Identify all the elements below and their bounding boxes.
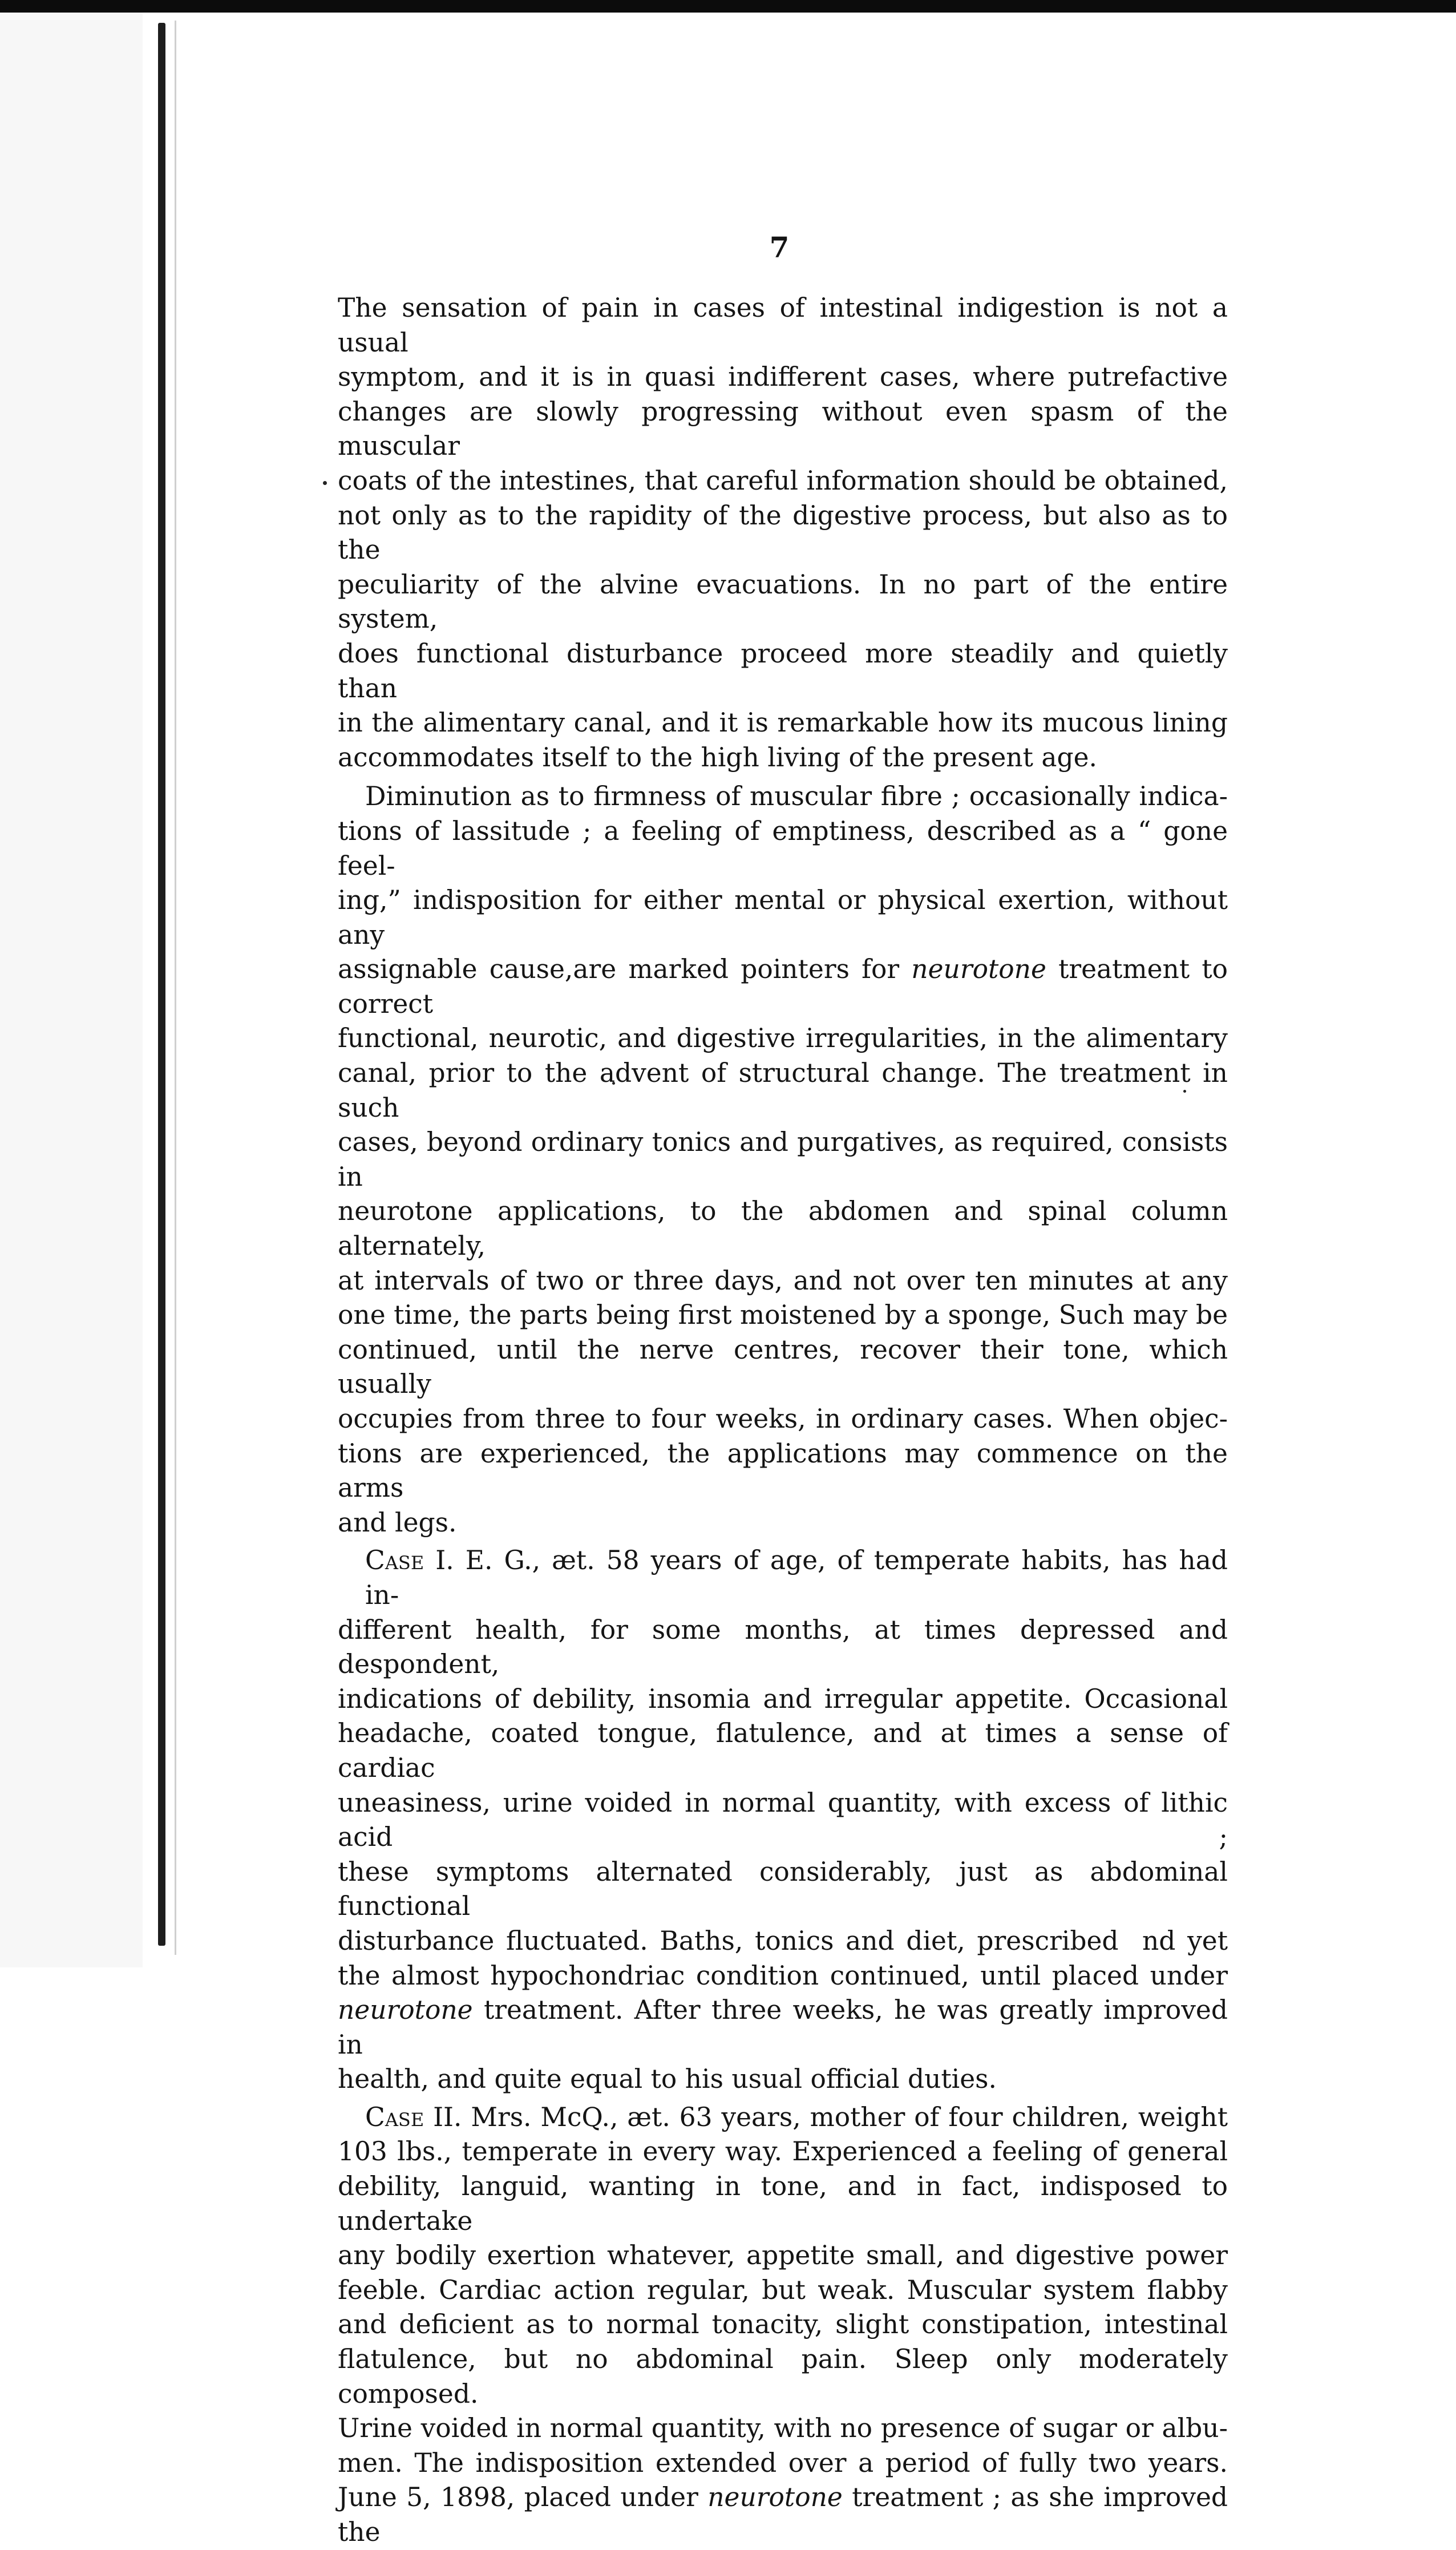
text-line — [338, 1543, 1228, 1613]
italic-term: neurotone — [911, 954, 1046, 985]
text-line: ing,” indisposition for either mental or physical exertion, without any — [338, 885, 1228, 950]
text-line: canal, prior to the advent of structural change. The treatment in such — [338, 1058, 1228, 1123]
text-segment: June 5, 1898, placed under — [338, 2482, 708, 2513]
text-line: feeble. Cardiac action regular, but weak. Muscular system flabby — [338, 2274, 1228, 2305]
italic-term: neurotone — [338, 1995, 473, 2026]
text-line — [338, 2480, 1228, 2549]
paragraph-case-1 — [338, 1543, 1228, 2097]
case-label: Case II. — [365, 2102, 462, 2132]
text-line: tions of lassitude ; a feeling of emptiness, described as a “ gone feel- — [338, 815, 1228, 881]
text-line: The sensation of pain in cases of intestinal indigestion is not a usual — [338, 293, 1228, 358]
text-line: uneasiness, urine voided in normal quantity, with excess of lithic acid ; — [338, 1787, 1228, 1853]
page-number: 7 — [769, 231, 790, 264]
paragraph-2 — [338, 779, 1228, 1540]
text-line: any bodily exertion whatever, appetite small, and digestive power — [338, 2240, 1228, 2271]
case-label: Case I. — [365, 1545, 454, 1576]
text-line: tions are experienced, the applications may commence on the arms — [338, 1438, 1228, 1504]
text-line: headache, coated tongue, flatulence, and at times a sense of cardiac — [338, 1718, 1228, 1783]
text-line: peculiarity of the alvine evacuations. In no part of the entire system, — [338, 569, 1228, 635]
text-line: and legs. — [338, 1507, 457, 1538]
text-line: health, and quite equal to his usual official duties. — [338, 2064, 997, 2095]
text-line — [338, 1993, 1228, 2062]
text-line: Diminution as to firmness of muscular fibre ; occasionally indica- — [365, 781, 1228, 812]
text-line — [338, 952, 1228, 1021]
text-segment: treatment. After three weeks, he was greatly improved in — [338, 1995, 1228, 2060]
text-line: symptom, and it is in quasi indifferent cases, where putrefactive — [338, 362, 1228, 393]
text-line: does functional disturbance proceed more steadily and quietly than — [338, 638, 1228, 704]
text-segment: treatment ; as she improved the — [338, 2482, 1228, 2547]
text-line: at intervals of two or three days, and not over ten minutes at any — [338, 1265, 1228, 1296]
page-edge — [175, 21, 176, 1955]
text-line: indications of debility, insomia and irregular appetite. Occasional — [338, 1683, 1228, 1714]
text-segment: E. G., æt. 58 years of age, of temperate habits, has had in- — [365, 1545, 1228, 1610]
text-line: disturbance fluctuated. Baths, tonics and diet, prescribed nd yet — [338, 1925, 1228, 1956]
margin-mark — [323, 481, 327, 485]
book-spine — [158, 23, 165, 1946]
text-line: not only as to the rapidity of the digestive process, but also as to the — [338, 500, 1228, 565]
text-line: men. The indisposition extended over a period of fully two years. — [338, 2447, 1228, 2478]
text-line: neurotone applications, to the abdomen and spinal column alternately, — [338, 1196, 1228, 1262]
text-line: in the alimentary canal, and it is remarkable how its mucous lining — [338, 708, 1228, 738]
text-line: Urine voided in normal quantity, with no presence of sugar or albu- — [338, 2413, 1228, 2444]
text-line: debility, languid, wanting in tone, and in fact, indisposed to undertake — [338, 2171, 1228, 2236]
body-text — [338, 291, 1228, 2550]
italic-term: neurotone — [707, 2482, 843, 2513]
text-segment: treatment to correct — [338, 954, 1228, 1019]
text-line: one time, the parts being first moistened by a sponge, Such may be — [338, 1300, 1228, 1331]
text-line: continued, until the nerve centres, recover their tone, which usually — [338, 1334, 1228, 1400]
text-line: cases, beyond ordinary tonics and purgatives, as required, consists in — [338, 1127, 1228, 1192]
text-line: coats of the intestines, that careful information should be obtained, — [338, 465, 1228, 496]
text-line: flatulence, but no abdominal pain. Sleep only moderately composed. — [338, 2344, 1228, 2409]
text-line: and deficient as to normal tonacity, slight constipation, intestinal — [338, 2309, 1228, 2340]
text-line: functional, neurotic, and digestive irregularities, in the alimentary — [338, 1023, 1228, 1054]
text-line: changes are slowly progressing without even spasm of the muscular — [338, 396, 1228, 462]
text-segment: assignable cause,are marked pointers for — [338, 954, 912, 985]
text-segment: Mrs. McQ., æt. 63 years, mother of four children, weight — [462, 2102, 1228, 2132]
text-line: different health, for some months, at times depressed and despondent, — [338, 1614, 1228, 1680]
paragraph-case-2 — [338, 2100, 1228, 2550]
text-line — [338, 2100, 1228, 2135]
text-line: these symptoms alternated considerably, just as abdominal functional — [338, 1856, 1228, 1922]
text-line: occupies from three to four weeks, in ordinary cases. When objec- — [338, 1404, 1228, 1434]
paragraph-1 — [338, 291, 1228, 775]
scan-left-margin — [0, 13, 143, 1967]
text-line: the almost hypochondriac condition continued, until placed under — [338, 1960, 1228, 1991]
scan-top-border — [0, 0, 1456, 13]
text-line: 103 lbs., temperate in every way. Experienced a feeling of general — [338, 2136, 1228, 2167]
text-line: accommodates itself to the high living of the present age. — [338, 742, 1097, 773]
